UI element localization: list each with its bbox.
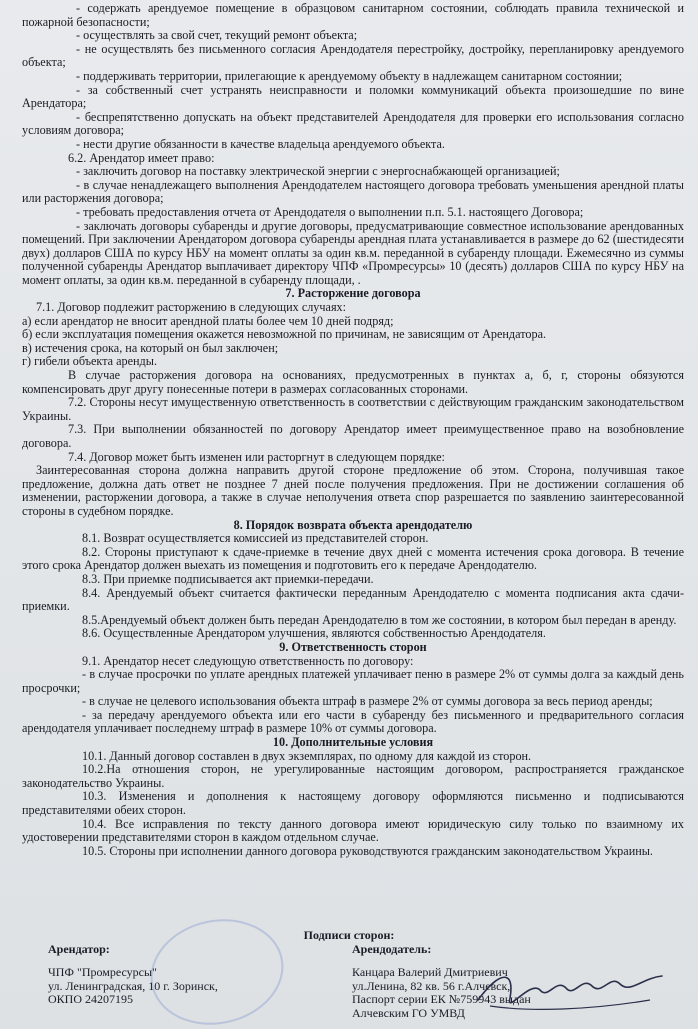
landlord-issuer: Алчевским ГО УМВД <box>352 1005 465 1020</box>
text-line: 9.1. Арендатор несет следующую ответственность по договору: <box>82 653 414 668</box>
text-line: - в случае не целевого использования объекта штраф в размере 2% от суммы договора за весь период аренды; <box>82 694 653 709</box>
text-line: - в случае ненадлежащего выполнения Арендодателем настоящего договора требовать уменьшения арендной платы или расторжения договора; <box>22 177 684 206</box>
landlord-address: ул.Ленина, 82 кв. 56 г.Алчевск, <box>352 978 511 993</box>
text-line: 10.1. Данный договор составлен в двух экземплярах, по одному для каждой из сторон. <box>82 748 532 763</box>
text-line: г) гибели объекта аренды. <box>22 354 157 369</box>
text-line: 8.1. Возврат осуществляется комиссией из представителей сторон. <box>82 531 429 546</box>
landlord-name: Канцара Валерий Дмитриевич <box>352 965 508 980</box>
tenant-name: ЧПФ "Промресурсы" <box>48 965 157 980</box>
tenant-label: Арендатор: <box>48 942 110 956</box>
text-line: - в случае просрочки по уплате арендных платежей уплачивает пеню в размере 2% от суммы долга за каждый день просрочки; <box>22 667 684 695</box>
text-line: 10.5. Стороны при исполнении данного договора руководствуются гражданским законодательством Украины. <box>82 843 653 858</box>
text-line: б) если эксплуатация помещения окажется невозможной по причинам, не зависящим от Арендатора. <box>22 327 547 342</box>
text-line: - заключить договор на поставку электрической энергии с энергоснабжающей организацией; <box>76 164 560 179</box>
text-line: 10.2.На отношения сторон, не урегулированные настоящим договором, распространяется гражданское законодательство Украины. <box>22 762 684 790</box>
text-line: в) истечения срока, на который он был заключен; <box>22 340 279 355</box>
text-line: 7.2. Стороны несут имущественную ответственность в соответствии с действующим гражданским законодательством Украины. <box>22 395 684 423</box>
text-line: 10.4. Все исправления по тексту данного договора имеют юридическую силу только по взаимному их удостоверении представителями сторон в каждом отдельном случае. <box>22 816 684 845</box>
text-line: а) если арендатор не вносит арендной платы более чем 10 дней подряд; <box>22 313 394 328</box>
text-line: В случае расторжения договора на основаниях, предусмотренных в пунктах а, б, г, стороны обязуются компенсировать друг другу понесенные потери в размерах согласованных сторонами. <box>22 368 684 396</box>
text-line: - за передачу арендуемого объекта или его части в субаренду без письменного и предварительного согласия арендодателя уплачивает последнему штраф в размере 10% от суммы договора. <box>22 707 684 736</box>
text-line: 8.4. Арендуемый объект считается фактически переданным Арендодателю с момента подписания акта сдачи-приемки. <box>22 585 684 614</box>
section-heading-8: 8. Порядок возврата объекта арендодателю <box>233 517 473 532</box>
text-line: 6.2. Арендатор имеет право: <box>68 150 215 165</box>
text-line: - не осуществлять без письменного согласия Арендодателя перестройку, достройку, перепланировку арендуемого объекта; <box>22 41 684 70</box>
text-line: 8.3. При приемке подписывается акт приемки-передачи. <box>82 571 374 586</box>
text-line: - заключать договоры субаренды и другие договоры, предусматривающие совместное использование арендованных помещений. При заключении Арендатором договора субаренды арендная плата устанавливается в размере до 62 (шестидесяти двух) долларов США по курсу НБУ на момент оплаты за один кв.м. переданной в субаренду площади. Ежемесячно из суммы полученной субаренды Арендатор выплачивает директору ЧПФ «Промресурсы» 10 (десять) долларов США по курсу НБУ на момент оплаты, за один кв.м. переданной в субаренду площади, . <box>22 218 684 287</box>
text-line: 8.5.Арендуемый объект должен быть передан Арендодателю в том же состоянии, в котором был передан в аренду. <box>82 612 677 627</box>
text-line: - осуществлять за свой счет, текущий ремонт объекта; <box>76 28 358 43</box>
text-line: - беспрепятственно допускать на объект представителей Арендодателя для проверки его использования согласно условиям договора; <box>22 109 684 138</box>
tenant-signature <box>48 943 278 1007</box>
text-line: - содержать арендуемое помещение в образцовом санитарном состоянии, соблюдать правила технической и пожарной безопасности; <box>22 1 684 29</box>
text-line: - нести другие обязанности в качестве владельца арендуемого объекта. <box>76 136 445 151</box>
handwritten-signature <box>470 960 670 1020</box>
signatures-title: Подписи сторон: <box>303 928 395 942</box>
text-line: - требовать предоставления отчета от Арендодателя о выполнении п.п. 5.1. настоящего Договора; <box>76 204 584 219</box>
tenant-okpo: ОКПО 24207195 <box>48 992 134 1007</box>
section-heading-9: 9. Ответственность сторон <box>279 639 427 654</box>
section-heading-7: 7. Расторжение договора <box>285 286 421 301</box>
text-line: 7.1. Договор подлежит расторжению в следующих случаях: <box>36 300 347 315</box>
text-line: 10.3. Изменения и дополнения к настоящему договору оформляются письменно и подписываются представителями обеих сторон. <box>22 789 684 818</box>
contract-text <box>22 2 684 858</box>
tenant-address: ул. Ленинградская, 10 г. Зоринск, <box>48 978 218 993</box>
landlord-label: Арендодатель: <box>352 942 432 956</box>
text-line: 8.2. Стороны приступают к сдаче-приемке в течение двух дней с момента истечения срока договора. В течение этого срока Арендатор должен выехать из помещения и подготовить его к передаче Арендодателю. <box>22 544 684 573</box>
text-line: Заинтересованная сторона должна направить другой стороне предложение об этом. Сторона, получившая такое предложение, должна дать ответ не позднее 7 дней после получения предложения. При не достижении соглашения об изменении, расторжении договора, а также в случае неполучения ответа спор разрешается по заявлению заинтересованной стороны в судебном порядке. <box>22 463 684 518</box>
text-line: 7.3. При выполнении обязанностей по договору Арендатор имеет преимущественное право на возобновление договора. <box>22 422 684 450</box>
text-line: 7.4. Договор может быть изменен или расторгнут в следующем порядке: <box>68 449 445 464</box>
section-heading-10: 10. Дополнительные условия <box>272 735 434 750</box>
text-line: 8.6. Осуществленные Арендатором улучшения, являются собственностью Арендодателя. <box>82 626 546 641</box>
text-line: - за собственный счет устранять неисправности и поломки коммуникаций объекта произошедшие по вине Арендатора; <box>22 82 684 111</box>
landlord-passport: Паспорт серии ЕК №759943 выдан <box>352 992 531 1007</box>
text-line: - поддерживать территории, прилегающие к арендуемому объекту в надлежащем санитарном состоянии; <box>76 68 623 83</box>
